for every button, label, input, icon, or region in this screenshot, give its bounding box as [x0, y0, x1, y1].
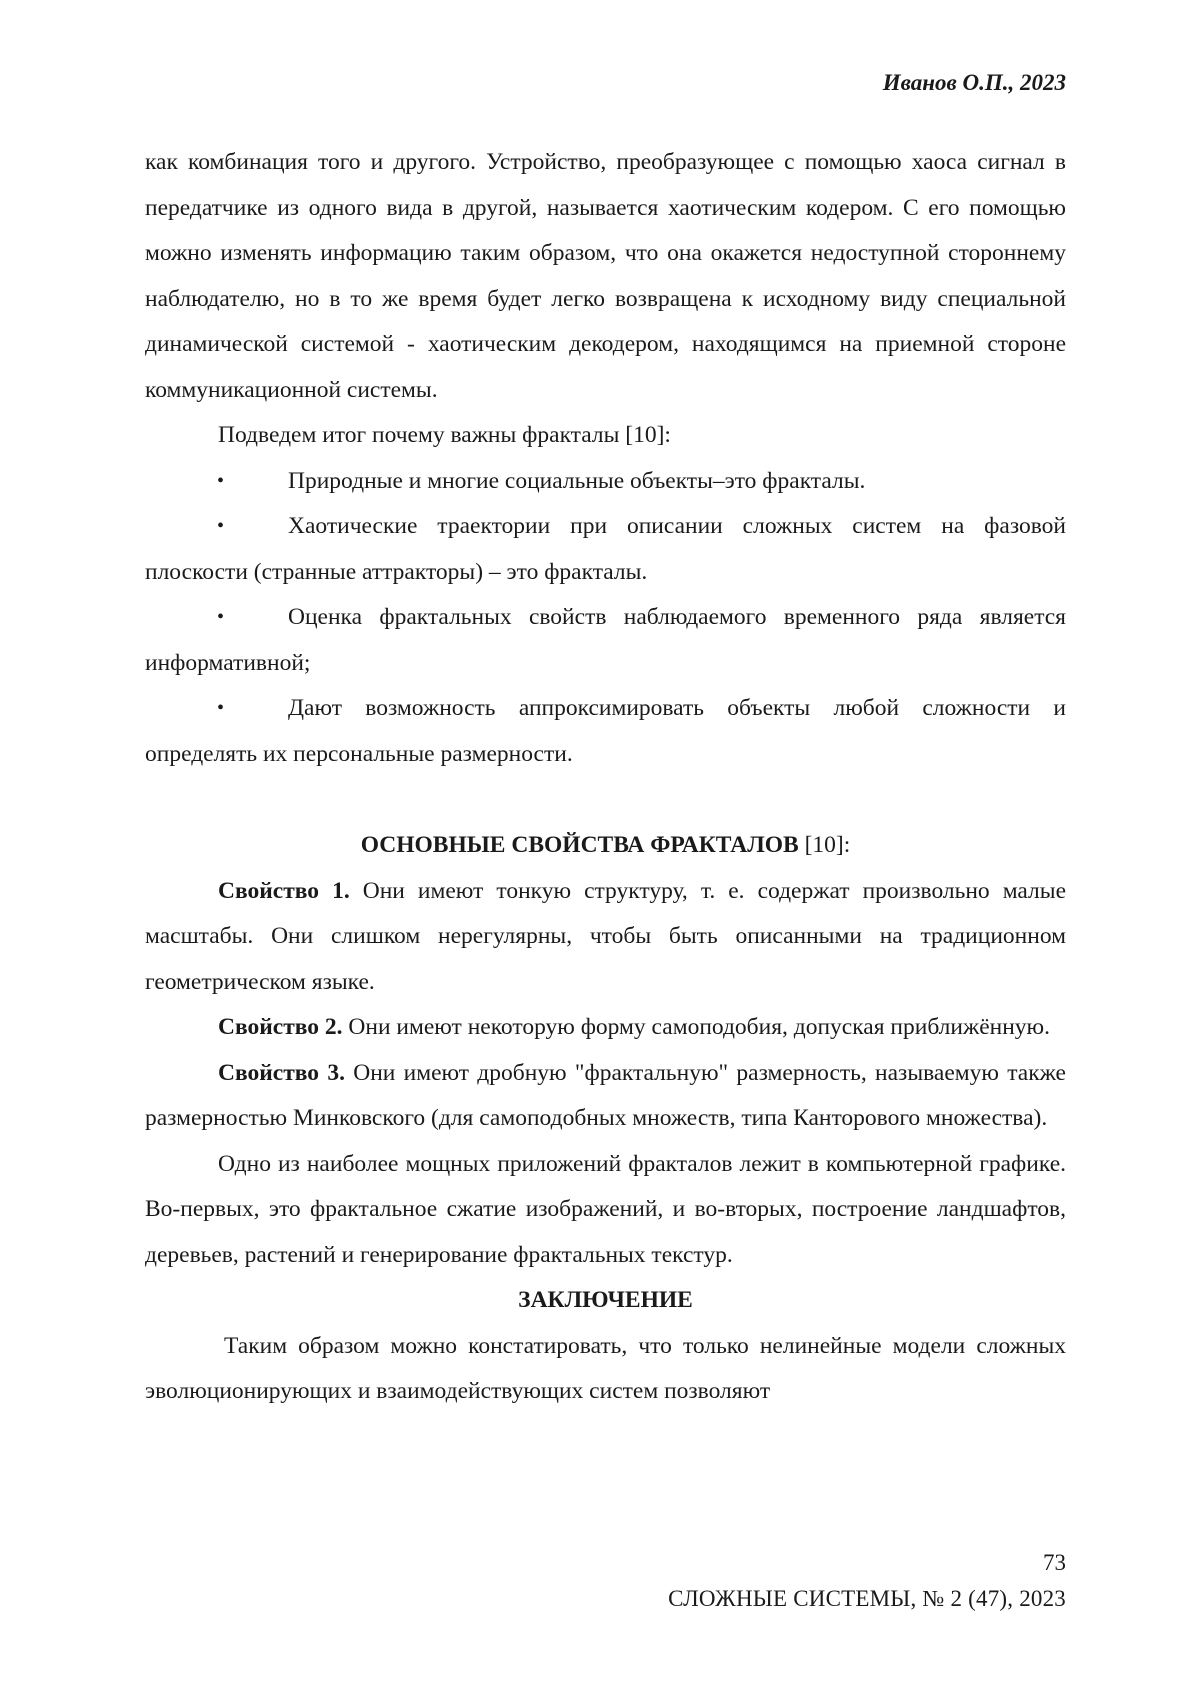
- journal-footer: СЛОЖНЫЕ СИСТЕМЫ, № 2 (47), 2023: [668, 1586, 1066, 1611]
- bullet-glyph: •: [217, 606, 225, 628]
- page-number: 73: [1043, 1550, 1066, 1575]
- property-paragraph: [145, 1005, 1066, 1051]
- conclusion-heading: [145, 1278, 1066, 1324]
- property-label: Свойство 2.: [218, 1014, 343, 1040]
- bullet-item: [145, 504, 1066, 595]
- bullet-glyph: •: [217, 515, 225, 537]
- property-text: Они имеют некоторую форму самоподобия, допуская приближённую.: [342, 1014, 1050, 1040]
- section-heading-ref: [10]:: [798, 832, 851, 858]
- section-heading-bold: ОСНОВНЫЕ СВОЙСТВА ФРАКТАЛОВ: [360, 832, 799, 858]
- bullet-glyph: •: [217, 469, 225, 492]
- conclusion-paragraph: Таким образом можно констатировать, что только нелинейные модели сложных эволюционирующих и взаимодействующих систем позволяют: [145, 1332, 1066, 1404]
- property-text: Они имеют тонкую структуру, т. е. содержат произвольно малые масштабы. Они слишком нерегулярны, чтобы быть описанными на традиционном геометрическом языке.: [145, 877, 1066, 995]
- bullet-item: [145, 686, 1066, 777]
- bullet-text: Оценка фрактальных свойств наблюдаемого временного ряда является информативной;: [145, 604, 1066, 676]
- applications-paragraph: Одно из наиболее мощных приложений фракталов лежит в компьютерной графике. Во-первых, это фрактальное сжатие изображений, и во-вторых, построение ландшафтов, деревьев, растений и генерирование фрактальных текстур.: [145, 1150, 1066, 1268]
- bullet-item: [145, 459, 1066, 505]
- section-gap: [145, 777, 1066, 823]
- bullet-item: [145, 595, 1066, 686]
- bullet-glyph: •: [217, 697, 225, 719]
- page-content: [145, 140, 1066, 1415]
- conclusion-heading-text: ЗАКЛЮЧЕНИЕ: [518, 1287, 693, 1313]
- property-paragraph: [145, 1051, 1066, 1142]
- property-label: Свойство 3.: [218, 1059, 345, 1086]
- running-head: Иванов О.П., 2023: [882, 70, 1066, 95]
- bullet-text: Природные и многие социальные объекты–это фракталы.: [288, 467, 866, 494]
- property-label: Свойство 1.: [218, 877, 350, 904]
- bullet-text: Хаотические траектории при описании сложных систем на фазовой плоскости (странные аттракторы) – это фракталы.: [145, 513, 1066, 585]
- section-heading: [145, 823, 1066, 869]
- summary-intro: Подведем итог почему важны фракталы [10]:: [218, 422, 671, 448]
- paragraph-continued: как комбинация того и другого. Устройство, преобразующее с помощью хаоса сигнал в передатчике из одного вида в другой, называется хаотическим кодером. С его помощью можно изменять информацию таким образом, что она окажется недоступной стороннему наблюдателю, но в то же время будет легко возвращена к исходному виду специальной динамической системой - хаотическим декодером, находящимся на приемной стороне коммуникационной системы.: [145, 149, 1066, 403]
- property-paragraph: [145, 869, 1066, 1006]
- property-text: Они имеют дробную "фрактальную" размерность, называемую также размерностью Минковского (для самоподобных множеств, типа Канторового множества).: [145, 1059, 1066, 1131]
- bullet-text: Дают возможность аппроксимировать объекты любой сложности и определять их персональные размерности.: [145, 695, 1066, 767]
